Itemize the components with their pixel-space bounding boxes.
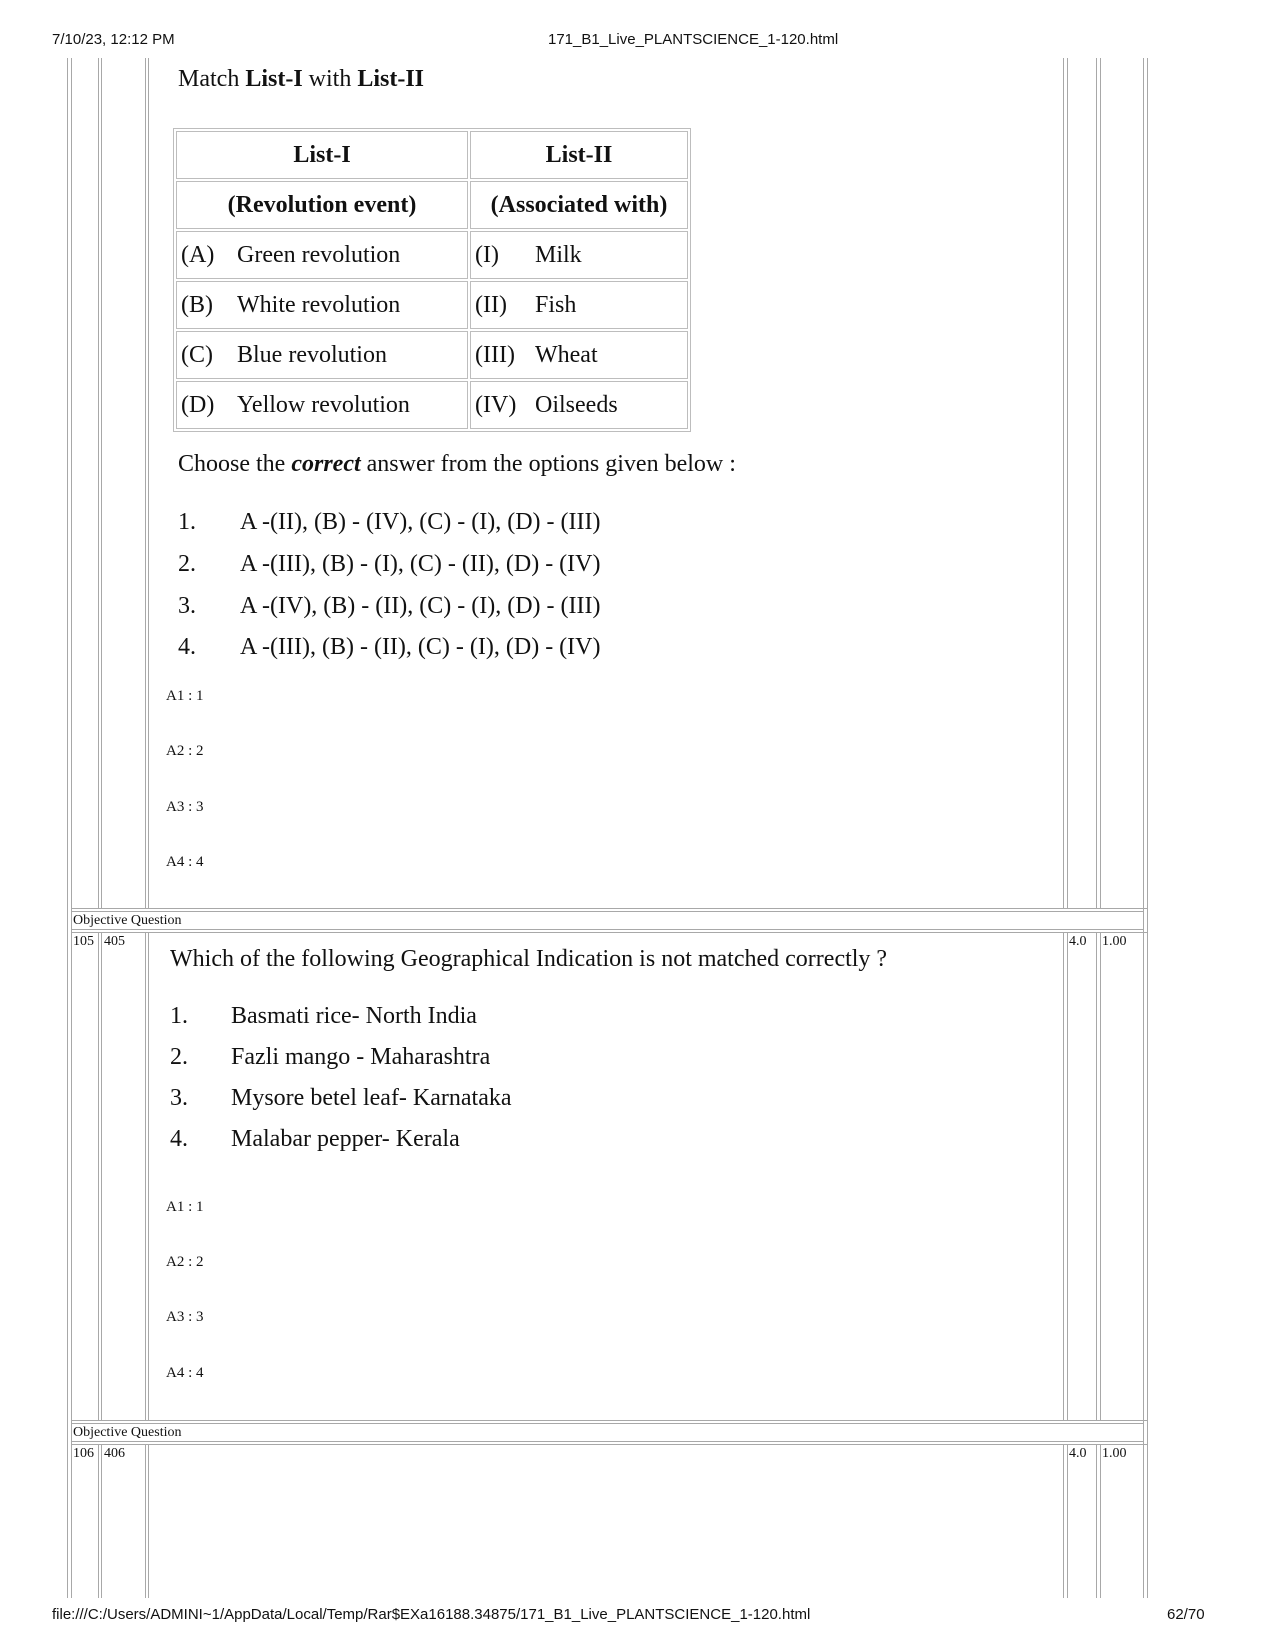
row-label: (II)	[475, 291, 507, 318]
answer-key: A3 : 3	[166, 799, 204, 815]
option-text: Basmati rice- North India	[231, 1003, 477, 1029]
row-text: Yellow revolution	[237, 391, 410, 418]
row-text: Wheat	[535, 341, 598, 368]
row-label: (D)	[181, 391, 215, 418]
option-text: A -(II), (B) - (IV), (C) - (I), (D) - (III)	[240, 509, 601, 535]
match-table	[173, 128, 691, 432]
row-label: (IV)	[475, 391, 517, 418]
list1-subheader: (Revolution event)	[176, 181, 468, 229]
table-row	[176, 381, 688, 429]
question-marks: 4.0	[1069, 1446, 1087, 1461]
match-table-subheader-row	[176, 181, 688, 229]
list1-header: List-I	[176, 131, 468, 179]
table-row	[176, 331, 688, 379]
question-serial: 105	[73, 934, 94, 949]
table-row	[176, 231, 688, 279]
answer-key: A1 : 1	[166, 1199, 204, 1215]
option-number: 2.	[178, 551, 196, 577]
question-negative-marks: 1.00	[1102, 1446, 1127, 1461]
question-type-label: Objective Question	[73, 913, 182, 928]
table-row	[176, 281, 688, 329]
row-text: Green revolution	[237, 241, 401, 268]
option-text: A -(III), (B) - (II), (C) - (I), (D) - (IV)	[240, 634, 601, 660]
row-text: White revolution	[237, 291, 401, 318]
question-serial: 106	[73, 1446, 94, 1461]
print-page-number: 62/70	[1167, 1606, 1205, 1623]
question-type-label: Objective Question	[73, 1425, 182, 1440]
answer-key: A2 : 2	[166, 1254, 204, 1270]
question-id: 406	[104, 1446, 125, 1461]
option-number: 3.	[178, 593, 196, 619]
row-label: (B)	[181, 291, 213, 318]
answer-key: A1 : 1	[166, 688, 204, 704]
answer-key: A2 : 2	[166, 743, 204, 759]
print-doc-title: 171_B1_Live_PLANTSCIENCE_1-120.html	[548, 31, 839, 48]
option-text: Fazli mango - Maharashtra	[231, 1044, 491, 1070]
row-label: (I)	[475, 241, 499, 268]
answer-key: A4 : 4	[166, 854, 204, 870]
list2-subheader: (Associated with)	[470, 181, 688, 229]
match-instruction: Match List-I with List-II	[178, 66, 425, 92]
option-number: 1.	[178, 509, 196, 535]
option-number: 1.	[170, 1003, 188, 1029]
choose-instruction: Choose the correct answer from the options given below :	[178, 451, 736, 477]
option-text: A -(IV), (B) - (II), (C) - (I), (D) - (III)	[240, 593, 601, 619]
question-id: 405	[104, 934, 125, 949]
row-label: (C)	[181, 341, 213, 368]
option-number: 4.	[178, 634, 196, 660]
print-datetime: 7/10/23, 12:12 PM	[52, 31, 175, 48]
option-number: 3.	[170, 1085, 188, 1111]
question-negative-marks: 1.00	[1102, 934, 1127, 949]
question-text: Which of the following Geographical Indication is not matched correctly ?	[170, 946, 888, 972]
answer-key: A4 : 4	[166, 1365, 204, 1381]
option-number: 2.	[170, 1044, 188, 1070]
row-text: Fish	[535, 291, 577, 318]
match-table-header-row	[176, 131, 688, 179]
print-file-path: file:///C:/Users/ADMINI~1/AppData/Local/Temp/Rar$EXa16188.34875/171_B1_Live_PLANTSCIENCE_1-120.html	[52, 1606, 811, 1623]
option-text: Mysore betel leaf- Karnataka	[231, 1085, 512, 1111]
answer-key: A3 : 3	[166, 1309, 204, 1325]
list2-header: List-II	[470, 131, 688, 179]
row-text: Milk	[535, 241, 582, 268]
option-number: 4.	[170, 1126, 188, 1152]
question-marks: 4.0	[1069, 934, 1087, 949]
row-label: (A)	[181, 241, 215, 268]
option-text: A -(III), (B) - (I), (C) - (II), (D) - (IV)	[240, 551, 601, 577]
option-text: Malabar pepper- Kerala	[231, 1126, 460, 1152]
row-text: Oilseeds	[535, 391, 618, 418]
row-text: Blue revolution	[237, 341, 387, 368]
row-label: (III)	[475, 341, 515, 368]
